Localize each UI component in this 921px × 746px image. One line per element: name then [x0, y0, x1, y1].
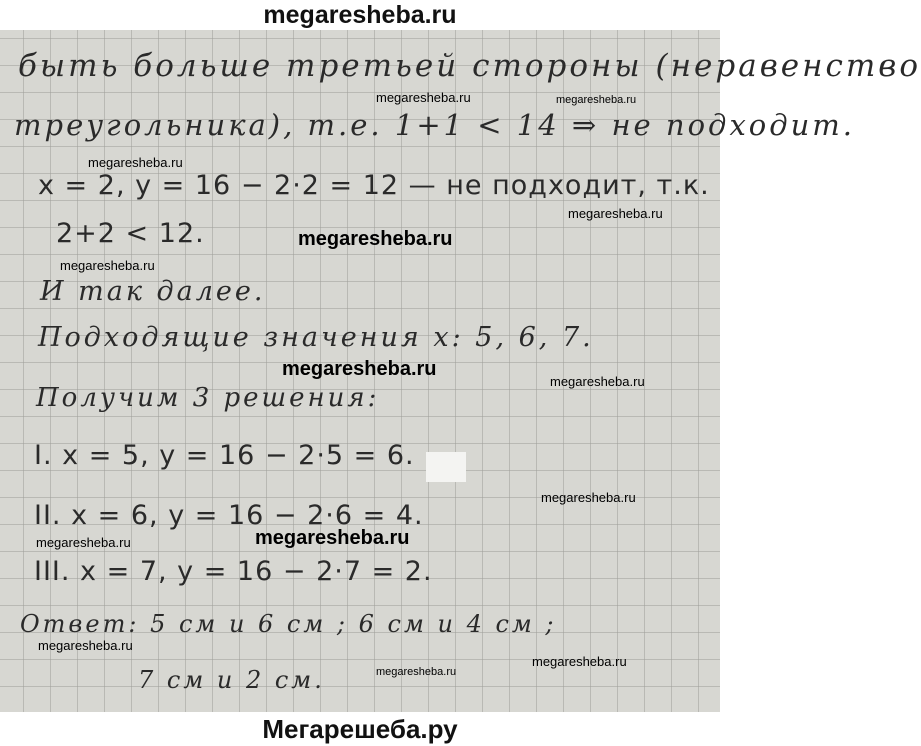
watermark-small: megaresheba.ru: [376, 90, 471, 105]
watermark-small: megaresheba.ru: [36, 535, 131, 550]
eraser-smudge: [426, 452, 466, 482]
header-site-name: megaresheba.ru: [263, 1, 457, 29]
site-footer: [0, 712, 720, 746]
handwritten-line-4: 2+2 < 12.: [56, 218, 205, 249]
handwritten-line-8: I. x = 5, y = 16 − 2·5 = 6.: [34, 440, 415, 471]
handwritten-line-9: II. x = 6, y = 16 − 2·6 = 4.: [34, 500, 424, 531]
watermark-large: megaresheba.ru: [255, 527, 410, 549]
handwritten-line-3: x = 2, y = 16 − 2·2 = 12 — не подходит, т.к.: [38, 170, 710, 201]
handwritten-answer-line-1: Ответ: 5 см и 6 см ; 6 см и 4 см ;: [20, 610, 557, 638]
handwritten-line-7: Получим 3 решения:: [36, 383, 380, 413]
watermark-large: megaresheba.ru: [298, 228, 453, 250]
watermark-small: megaresheba.ru: [38, 638, 133, 653]
handwritten-line-5: И так далее.: [40, 276, 266, 307]
watermark-small: megaresheba.ru: [60, 258, 155, 273]
handwritten-answer-line-2: 7 см и 2 см.: [138, 666, 325, 694]
footer-site-name: Мегарешеба.ру: [262, 714, 458, 744]
watermark-small: megaresheba.ru: [541, 490, 636, 505]
watermark-large: megaresheba.ru: [282, 358, 437, 380]
watermark-small: megaresheba.ru: [376, 666, 457, 678]
watermark-small: megaresheba.ru: [532, 654, 627, 669]
handwritten-line-10: III. x = 7, y = 16 − 2·7 = 2.: [34, 556, 433, 587]
watermark-small: megaresheba.ru: [556, 94, 637, 106]
notebook-page: [0, 30, 921, 712]
watermark-small: megaresheba.ru: [568, 206, 663, 221]
watermark-small: megaresheba.ru: [88, 155, 183, 170]
watermark-small: megaresheba.ru: [550, 374, 645, 389]
handwritten-line-2: треугольника), т.е. 1+1 < 14 ⇒ не подходит.: [14, 108, 856, 142]
site-header: [0, 0, 720, 30]
handwritten-line-6: Подходящие значения x: 5, 6, 7.: [38, 322, 594, 353]
handwritten-line-1: быть больше третьей стороны (неравенство: [18, 48, 921, 84]
